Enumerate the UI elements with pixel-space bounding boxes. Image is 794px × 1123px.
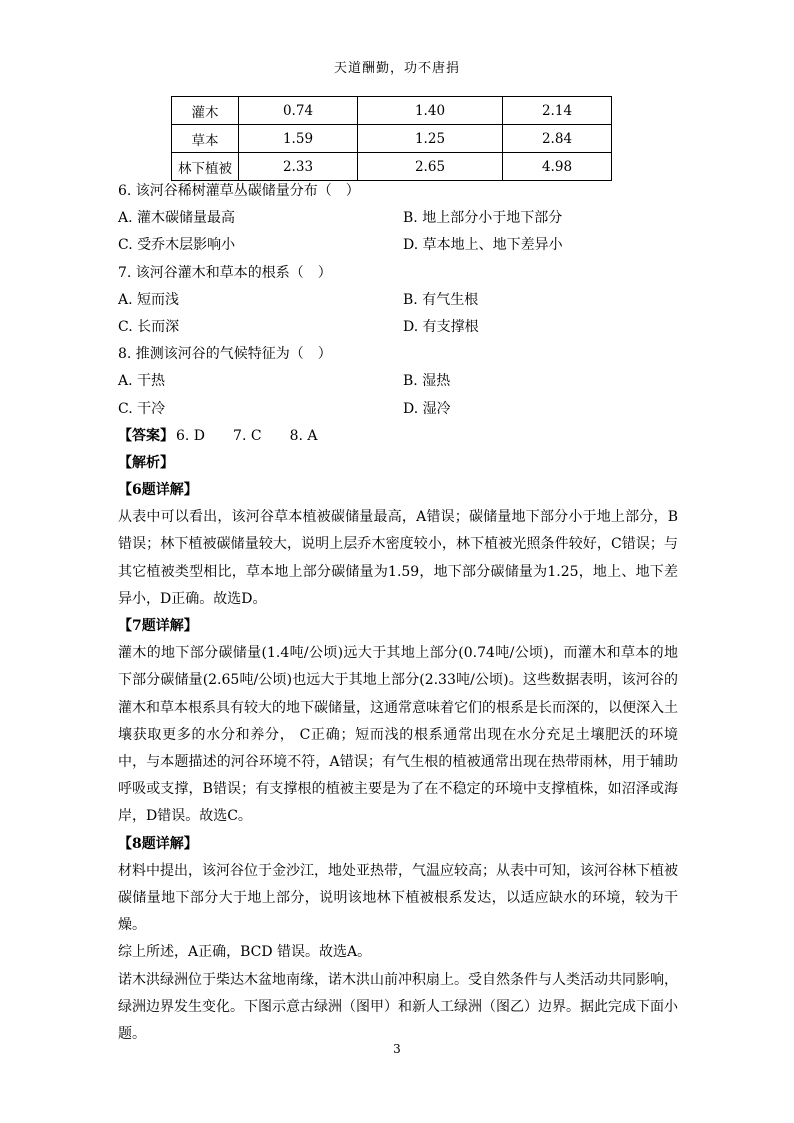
answer-line — [118, 423, 678, 450]
question-8-options-row-1 — [118, 368, 678, 395]
option-b: B. 湿热 — [403, 373, 451, 390]
answer-6: 6. D — [176, 427, 206, 444]
table-cell: 灌木 — [172, 97, 239, 125]
detail-6-text: 从表中可以看出，该河谷草本植被碳储量最高，A错误；碳储量地下部分小于地上部分，B错误；林下植被碳储量较大，说明上层乔木密度较小，林下植被光照条件较好，C错误；与其它植被类型相比，草本地上部分碳储量为1.59，地下部分碳储量为1.25，地上、地下差异小，D正确。故选D。 — [118, 509, 678, 607]
question-6-options-row-1 — [118, 205, 678, 232]
carbon-storage-table — [171, 96, 612, 181]
option-d: D. 有支撑根 — [403, 318, 479, 335]
table-cell: 2.84 — [503, 125, 612, 153]
table-cell: 1.25 — [358, 125, 503, 153]
table-cell: 4.98 — [503, 153, 612, 181]
option-a: A. 灌木碳储量最高 — [118, 210, 236, 227]
analysis-label: 【解析】 — [118, 454, 174, 471]
detail-8-text: 材料中提出，该河谷位于金沙江，地处亚热带，气温应较高；从表中可知，该河谷林下植被碳储量地下部分大于地上部分，说明该地林下植被根系发达，以适应缺水的环境，较为干燥。 — [118, 862, 678, 934]
table-row — [172, 97, 612, 125]
option-c: C. 长而深 — [118, 318, 180, 335]
option-c: C. 干冷 — [118, 400, 166, 417]
table-row — [172, 153, 612, 181]
option-c: C. 受乔木层影响小 — [118, 237, 236, 254]
table-cell: 2.14 — [503, 97, 612, 125]
answer-7: 7. C — [233, 427, 262, 444]
table-cell: 1.59 — [239, 125, 358, 153]
question-8-options-row-2 — [118, 396, 678, 423]
page-header: 天道酬勤，功不唐捐 — [333, 61, 460, 76]
option-a: A. 短而浅 — [118, 291, 180, 308]
option-d: D. 湿冷 — [403, 400, 451, 417]
detail-7-text: 灌木的地下部分碳储量(1.4吨/公顷)远大于其地上部分(0.74吨/公顷)，而灌木和草本的地下部分碳储量(2.65吨/公顷)也远大于其地上部分(2.33吨/公顷)。这些数据表明，该河谷的灌木和草本根系具有较大的地下碳储量，这通常意味着它们的根系是长而深的，以便深入土壤获取更多的水分和养分， C正确；短而浅的根系通常出现在水分充足土壤肥沃的环境中，与本题描述的河谷环境不符，A错误；有气生根的植被通常出现在热带雨林，用于辅助呼吸或支撑，B错误；有支撑根的植被主要是为了在不稳定的环境中支撑植株，如沼泽或海岸，D错误。故选C。 — [118, 645, 678, 825]
question-6-options-row-2 — [118, 232, 678, 259]
table-cell: 0.74 — [239, 97, 358, 125]
answer-label: 【答案】 — [118, 427, 174, 444]
answer-8: 8. A — [289, 427, 318, 444]
table-row — [172, 125, 612, 153]
document-body — [118, 178, 678, 1048]
detail-7-title: 【7题详解】 — [118, 618, 198, 635]
page-number: 3 — [393, 1042, 401, 1056]
question-7-options-row-1 — [118, 287, 678, 314]
option-b: B. 有气生根 — [403, 291, 479, 308]
option-b: B. 地上部分小于地下部分 — [403, 210, 563, 227]
table-cell: 2.65 — [358, 153, 503, 181]
option-d: D. 草本地上、地下差异小 — [403, 237, 563, 254]
question-8-stem: 8. 推测该河谷的气候特征为（ ） — [118, 346, 332, 363]
question-6-stem: 6. 该河谷稀树灌草丛碳储量分布（ ） — [118, 183, 360, 199]
option-a: A. 干热 — [118, 373, 166, 390]
question-7-options-row-2 — [118, 314, 678, 341]
detail-8-conclusion: 综上所述，A正确，BCD 错误。故选A。 — [118, 944, 372, 961]
detail-6-title: 【6题详解】 — [118, 482, 198, 499]
next-question-intro: 诺木洪绿洲位于柴达木盆地南缘，诺木洪山前冲积扇上。受自然条件与人类活动共同影响，绿洲边界发生变化。下图示意古绿洲（图甲）和新人工绿洲（图乙）边界。据此完成下面小题。 — [118, 971, 678, 1043]
table-cell: 草本 — [172, 125, 239, 153]
table-cell: 2.33 — [239, 153, 358, 181]
detail-8-title: 【8题详解】 — [118, 835, 198, 852]
table-cell: 1.40 — [358, 97, 503, 125]
question-7-stem: 7. 该河谷灌木和草本的根系（ ） — [118, 264, 332, 281]
table-cell: 林下植被 — [172, 153, 239, 181]
